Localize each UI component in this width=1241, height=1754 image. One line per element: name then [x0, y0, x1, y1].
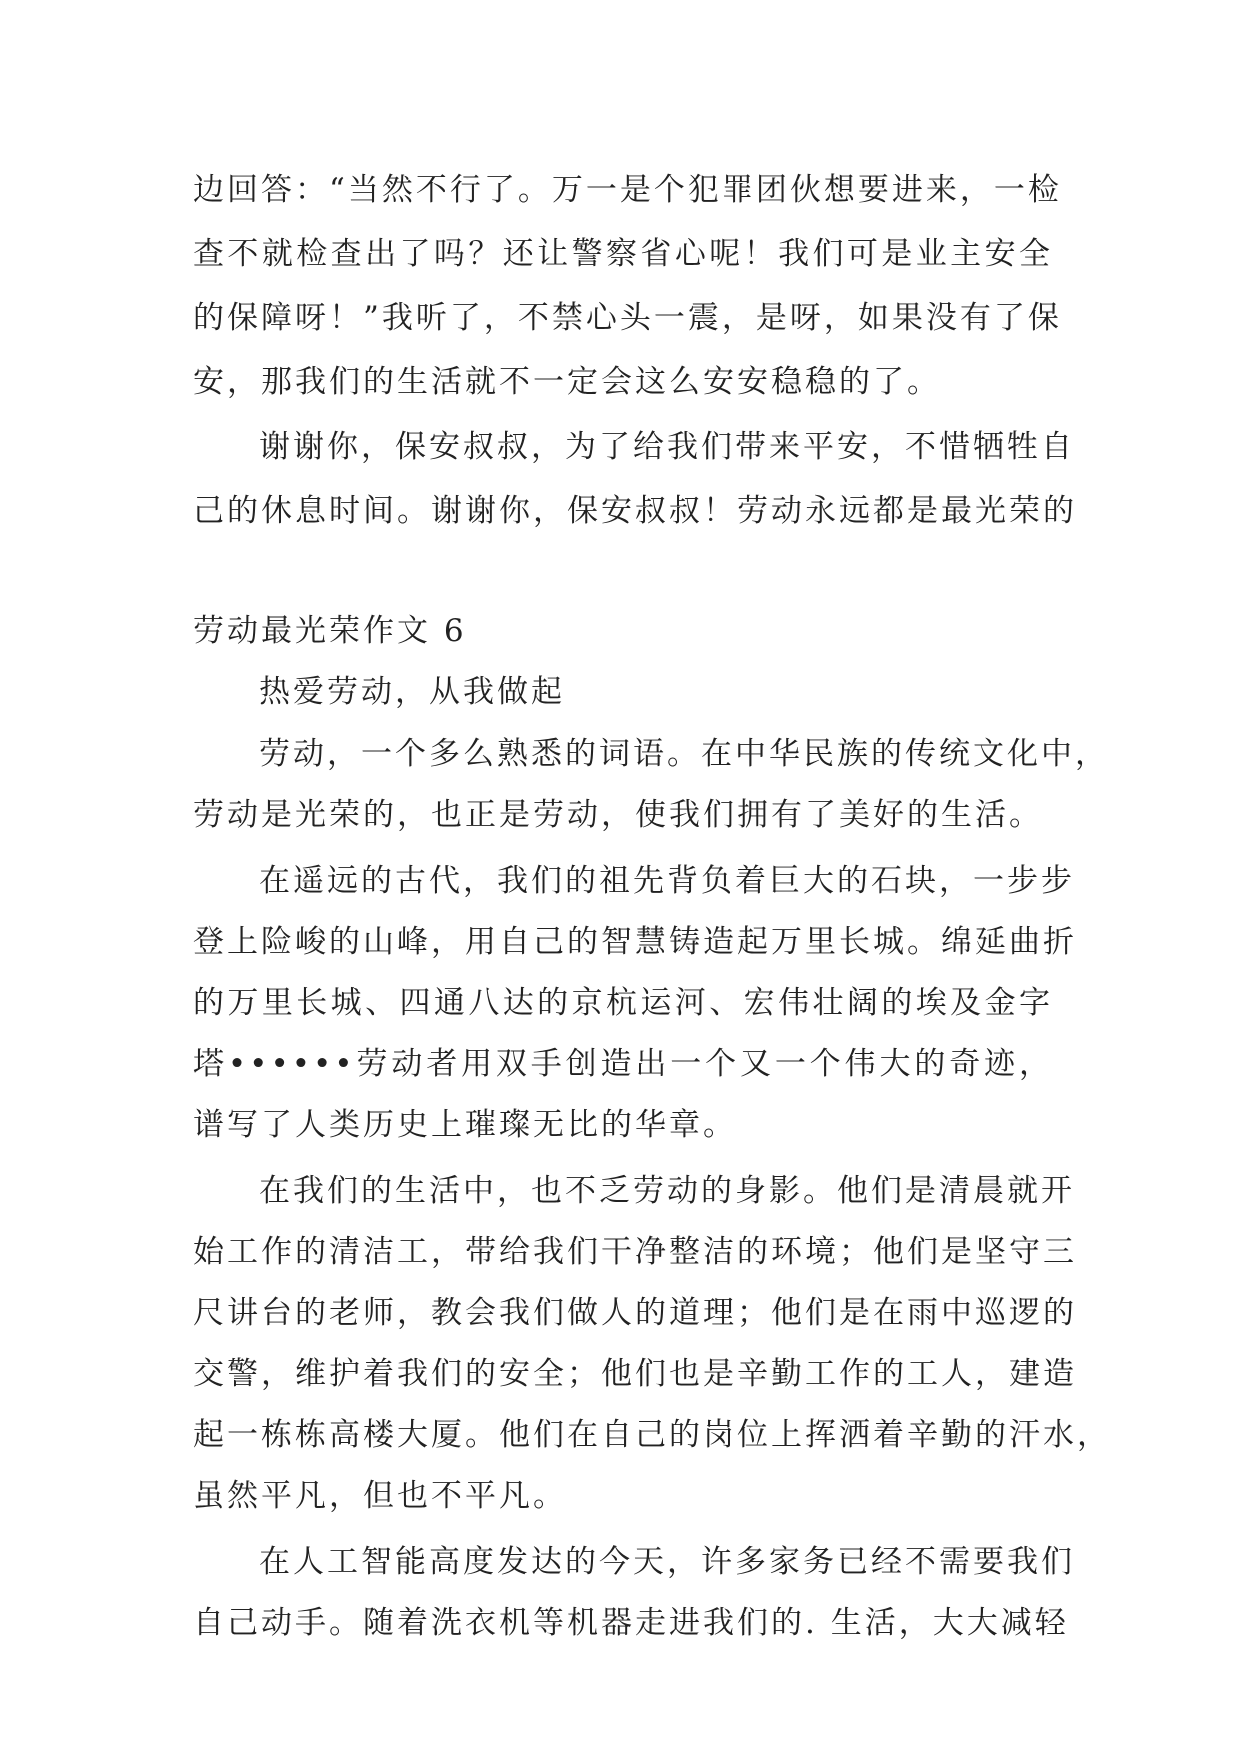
paragraph — [193, 851, 1077, 1155]
section-heading: 劳动最光荣作文 6 — [193, 613, 467, 649]
text-line: 在遥远的古代，我们的祖先背负着巨大的石块，一步步 — [259, 863, 1075, 899]
text-line: 在人工智能高度发达的今天，许多家务已经不需要我们 — [259, 1544, 1075, 1580]
text-line: 起一栋栋高楼大厦。他们在自己的岗位上挥洒着辛勤的汗水， — [193, 1417, 1111, 1453]
text-line: 虽然平凡，但也不平凡。 — [193, 1478, 567, 1514]
text-line: 尺讲台的老师，教会我们做人的道理；他们是在雨中巡逻的 — [193, 1295, 1077, 1331]
previous-section-text — [193, 160, 1077, 541]
paragraph — [193, 1532, 1075, 1653]
document-page — [193, 160, 1111, 1653]
text-line: 安，那我们的生活就不一定会这么安安稳稳的了。 — [193, 364, 941, 400]
paragraph — [193, 160, 1062, 412]
text-line: 己的休息时间。谢谢你，保安叔叔！劳动永远都是最光荣的 — [193, 493, 1077, 529]
text-line: 交警，维护着我们的安全；他们也是辛勤工作的工人，建造 — [193, 1356, 1077, 1392]
text-line: 劳动，一个多么熟悉的词语。在中华民族的传统文化中， — [259, 736, 1109, 772]
text-line: 查不就检查出了吗？还让警察省心呢！我们可是业主安全 — [193, 236, 1053, 272]
text-line: 的保障呀！”我听了，不禁心头一震，是呀，如果没有了保 — [193, 300, 1062, 336]
paragraph — [193, 417, 1077, 541]
text-line: 始工作的清洁工，带给我们干净整洁的环境；他们是坚守三 — [193, 1234, 1077, 1270]
text-line: 在我们的生活中，也不乏劳动的身影。他们是清晨就开 — [259, 1173, 1075, 1209]
text-line: 谱写了人类历史上璀璨无比的华章。 — [193, 1107, 737, 1143]
text-line: 谢谢你，保安叔叔，为了给我们带来平安，不惜牺牲自 — [259, 429, 1075, 465]
paragraph — [193, 724, 1109, 845]
essay-section — [193, 601, 1111, 1653]
paragraph — [193, 1161, 1111, 1526]
text-line: 边回答：“当然不行了。万一是个犯罪团伙想要进来，一检 — [193, 172, 1062, 208]
text-line: 劳动是光荣的，也正是劳动，使我们拥有了美好的生活。 — [193, 797, 1043, 833]
text-line: 自己动手。随着洗衣机等机器走进我们的. 生活，大大减轻 — [193, 1605, 1069, 1641]
essay-subtitle: 热爱劳动，从我做起 — [259, 674, 565, 710]
text-line: 的万里长城、四通八达的京杭运河、宏伟壮阔的埃及金字 — [193, 985, 1053, 1021]
text-line: 登上险峻的山峰，用自己的智慧铸造起万里长城。绵延曲折 — [193, 924, 1077, 960]
text-line: 塔••••••劳动者用双手创造出一个又一个伟大的奇迹， — [193, 1046, 1053, 1082]
